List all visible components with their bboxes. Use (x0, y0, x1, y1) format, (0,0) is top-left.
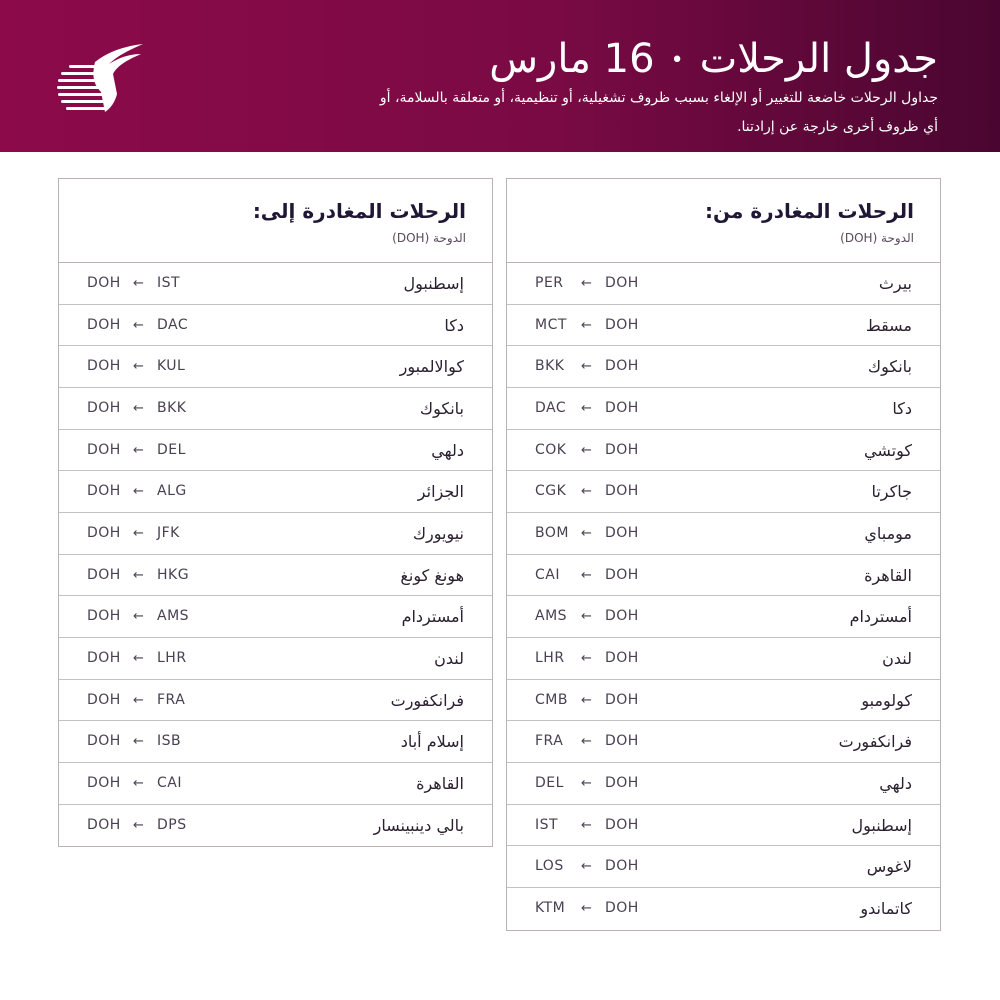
origin-code: DOH (605, 358, 639, 375)
flight-list (507, 263, 940, 930)
origin-code: FRA (157, 691, 186, 708)
city-name: لندن (882, 648, 912, 668)
origin-code: DOH (605, 858, 639, 875)
arrow-left-icon: ← (581, 817, 592, 833)
city-name: أمستردام (849, 607, 912, 627)
origin-code: DOH (605, 608, 639, 625)
destination-code: DOH (87, 774, 121, 791)
arrow-left-icon: ← (581, 734, 592, 750)
arrow-left-icon: ← (133, 317, 144, 333)
destination-code: DOH (87, 358, 121, 375)
city-name: الجزائر (417, 482, 464, 502)
city-name: بالي دينبينسار (373, 815, 464, 835)
flight-row (59, 513, 492, 555)
flight-row (59, 305, 492, 347)
flight-row (507, 680, 940, 722)
arrow-left-icon: ← (581, 609, 592, 625)
city-name: القاهرة (864, 565, 912, 585)
city-name: نيويورك (412, 523, 464, 543)
arrow-left-icon: ← (133, 276, 144, 291)
flight-row (59, 596, 492, 638)
origin-code: DOH (605, 774, 639, 791)
panel-subtitle: الدوحة (DOH) (392, 231, 466, 245)
origin-code: DOH (605, 316, 639, 333)
flight-row (59, 430, 492, 472)
city-name: كوتشي (864, 440, 912, 460)
city-name: دكا (444, 315, 464, 335)
city-name: فرانكفورت (838, 732, 912, 752)
city-name: بانكوك (419, 398, 464, 418)
flight-row (507, 513, 940, 555)
destination-code: DAC (535, 399, 567, 416)
departures-to-panel (58, 178, 493, 847)
flight-row (507, 430, 940, 472)
origin-code: IST (157, 275, 181, 291)
origin-code: DOH (605, 275, 639, 291)
arrow-left-icon: ← (133, 692, 144, 708)
origin-code: AMS (157, 608, 190, 625)
origin-code: DOH (605, 649, 639, 666)
destination-code: BKK (535, 358, 565, 375)
origin-code: ISB (157, 733, 182, 750)
flight-row (59, 555, 492, 597)
destination-code: DEL (535, 774, 564, 791)
flight-row (507, 846, 940, 888)
flight-row (59, 638, 492, 680)
destination-code: DOH (87, 691, 121, 708)
destination-code: DOH (87, 816, 121, 833)
panel-header (59, 179, 492, 263)
arrow-left-icon: ← (133, 775, 144, 791)
flight-row (507, 596, 940, 638)
city-name: كاتماندو (860, 898, 912, 918)
destination-code: DOH (87, 483, 121, 500)
city-name: أمستردام (401, 607, 464, 627)
destination-code: CAI (535, 566, 560, 583)
flight-row (507, 305, 940, 347)
origin-code: JFK (157, 524, 180, 541)
arrow-left-icon: ← (581, 859, 592, 875)
flight-row (507, 638, 940, 680)
title-main: جدول الرحلات (699, 36, 938, 82)
page-subtitle: جداول الرحلات خاضعة للتغيير أو الإلغاء بسبب ظروف تشغيلية، أو تنظيمية، أو متعلقة بالسلامة، أو أي ظروف أخرى خارجة عن إرادتنا. (379, 90, 938, 135)
city-name: إسلام أباد (400, 732, 464, 752)
arrow-left-icon: ← (133, 567, 144, 583)
arrow-left-icon: ← (581, 400, 592, 416)
flight-row (59, 471, 492, 513)
city-name: كوالالمبور (399, 357, 464, 377)
arrow-left-icon: ← (133, 525, 144, 541)
arrow-left-icon: ← (581, 525, 592, 541)
destination-code: DOH (87, 275, 121, 291)
arrow-left-icon: ← (133, 650, 144, 666)
destination-code: DOH (87, 316, 121, 333)
title-date: 16 مارس (489, 36, 655, 82)
city-name: إسطنبول (851, 815, 912, 835)
panel-subtitle: الدوحة (DOH) (840, 231, 914, 245)
flight-row (507, 555, 940, 597)
destination-code: LHR (535, 649, 565, 666)
flight-row (59, 721, 492, 763)
city-name: دلهي (879, 773, 912, 793)
origin-code: DEL (157, 441, 186, 458)
city-name: كولومبو (861, 690, 912, 710)
city-name: لاغوس (866, 857, 912, 877)
city-name: لندن (434, 648, 464, 668)
flight-list (59, 263, 492, 846)
page-title (489, 34, 938, 86)
flight-row (507, 805, 940, 847)
destination-code: DOH (87, 608, 121, 625)
origin-code: DOH (605, 733, 639, 750)
arrow-left-icon: ← (581, 650, 592, 666)
oryx-logo-icon (55, 42, 145, 118)
arrow-left-icon: ← (133, 609, 144, 625)
city-name: مومباي (864, 523, 912, 543)
flight-row (59, 346, 492, 388)
origin-code: HKG (157, 566, 190, 583)
flight-row (507, 263, 940, 305)
arrow-left-icon: ← (133, 484, 144, 500)
city-name: بيرث (878, 274, 912, 293)
destination-code: DOH (87, 733, 121, 750)
destination-code: KTM (535, 899, 566, 916)
city-name: مسقط (865, 315, 912, 335)
origin-code: DOH (605, 691, 639, 708)
destination-code: DOH (87, 649, 121, 666)
city-name: دكا (892, 398, 912, 418)
departures-from-panel (506, 178, 941, 931)
arrow-left-icon: ← (581, 567, 592, 583)
destination-code: DOH (87, 399, 121, 416)
destination-code: LOS (535, 858, 564, 875)
destination-code: CGK (535, 483, 567, 500)
city-name: القاهرة (416, 773, 464, 793)
flight-row (507, 721, 940, 763)
destination-code: BOM (535, 524, 569, 541)
arrow-left-icon: ← (581, 359, 592, 375)
origin-code: DOH (605, 899, 639, 916)
arrow-left-icon: ← (581, 775, 592, 791)
city-name: بانكوك (867, 357, 912, 377)
flight-row (507, 888, 940, 930)
destination-code: COK (535, 441, 567, 458)
city-name: هونغ كونغ (400, 565, 464, 585)
arrow-left-icon: ← (581, 900, 592, 916)
origin-code: DOH (605, 524, 639, 541)
destination-code: FRA (535, 733, 564, 750)
destination-code: CMB (535, 691, 568, 708)
origin-code: DOH (605, 566, 639, 583)
origin-code: BKK (157, 399, 187, 416)
arrow-left-icon: ← (133, 400, 144, 416)
origin-code: DOH (605, 816, 639, 833)
panel-title: الرحلات المغادرة إلى: (252, 199, 466, 223)
destination-code: IST (535, 816, 559, 833)
destination-code: DOH (87, 566, 121, 583)
city-name: فرانكفورت (390, 690, 464, 710)
origin-code: KUL (157, 358, 186, 375)
city-name: دلهي (431, 440, 464, 460)
origin-code: DAC (157, 316, 189, 333)
flight-row (59, 680, 492, 722)
origin-code: DOH (605, 441, 639, 458)
origin-code: ALG (157, 483, 187, 500)
arrow-left-icon: ← (581, 484, 592, 500)
arrow-left-icon: ← (581, 692, 592, 708)
origin-code: DOH (605, 399, 639, 416)
city-name: إسطنبول (403, 274, 464, 293)
title-separator: • (670, 48, 684, 73)
panel-header (507, 179, 940, 263)
flight-row (507, 388, 940, 430)
origin-code: DOH (605, 483, 639, 500)
flight-row (59, 388, 492, 430)
flight-row (59, 805, 492, 847)
flight-row (59, 763, 492, 805)
flight-row (507, 763, 940, 805)
arrow-left-icon: ← (581, 442, 592, 458)
origin-code: CAI (157, 774, 182, 791)
arrow-left-icon: ← (133, 442, 144, 458)
flight-row (507, 346, 940, 388)
destination-code: AMS (535, 608, 568, 625)
destination-code: DOH (87, 524, 121, 541)
origin-code: LHR (157, 649, 187, 666)
city-name: جاكرتا (871, 482, 912, 502)
flight-row (59, 263, 492, 305)
arrow-left-icon: ← (133, 359, 144, 375)
flight-row (507, 471, 940, 513)
header-banner (0, 0, 1000, 152)
arrow-left-icon: ← (133, 734, 144, 750)
origin-code: DPS (157, 816, 187, 833)
arrow-left-icon: ← (581, 276, 592, 291)
destination-code: MCT (535, 316, 567, 333)
arrow-left-icon: ← (133, 817, 144, 833)
arrow-left-icon: ← (581, 317, 592, 333)
destination-code: DOH (87, 441, 121, 458)
destination-code: PER (535, 275, 564, 291)
panel-title: الرحلات المغادرة من: (705, 199, 914, 223)
